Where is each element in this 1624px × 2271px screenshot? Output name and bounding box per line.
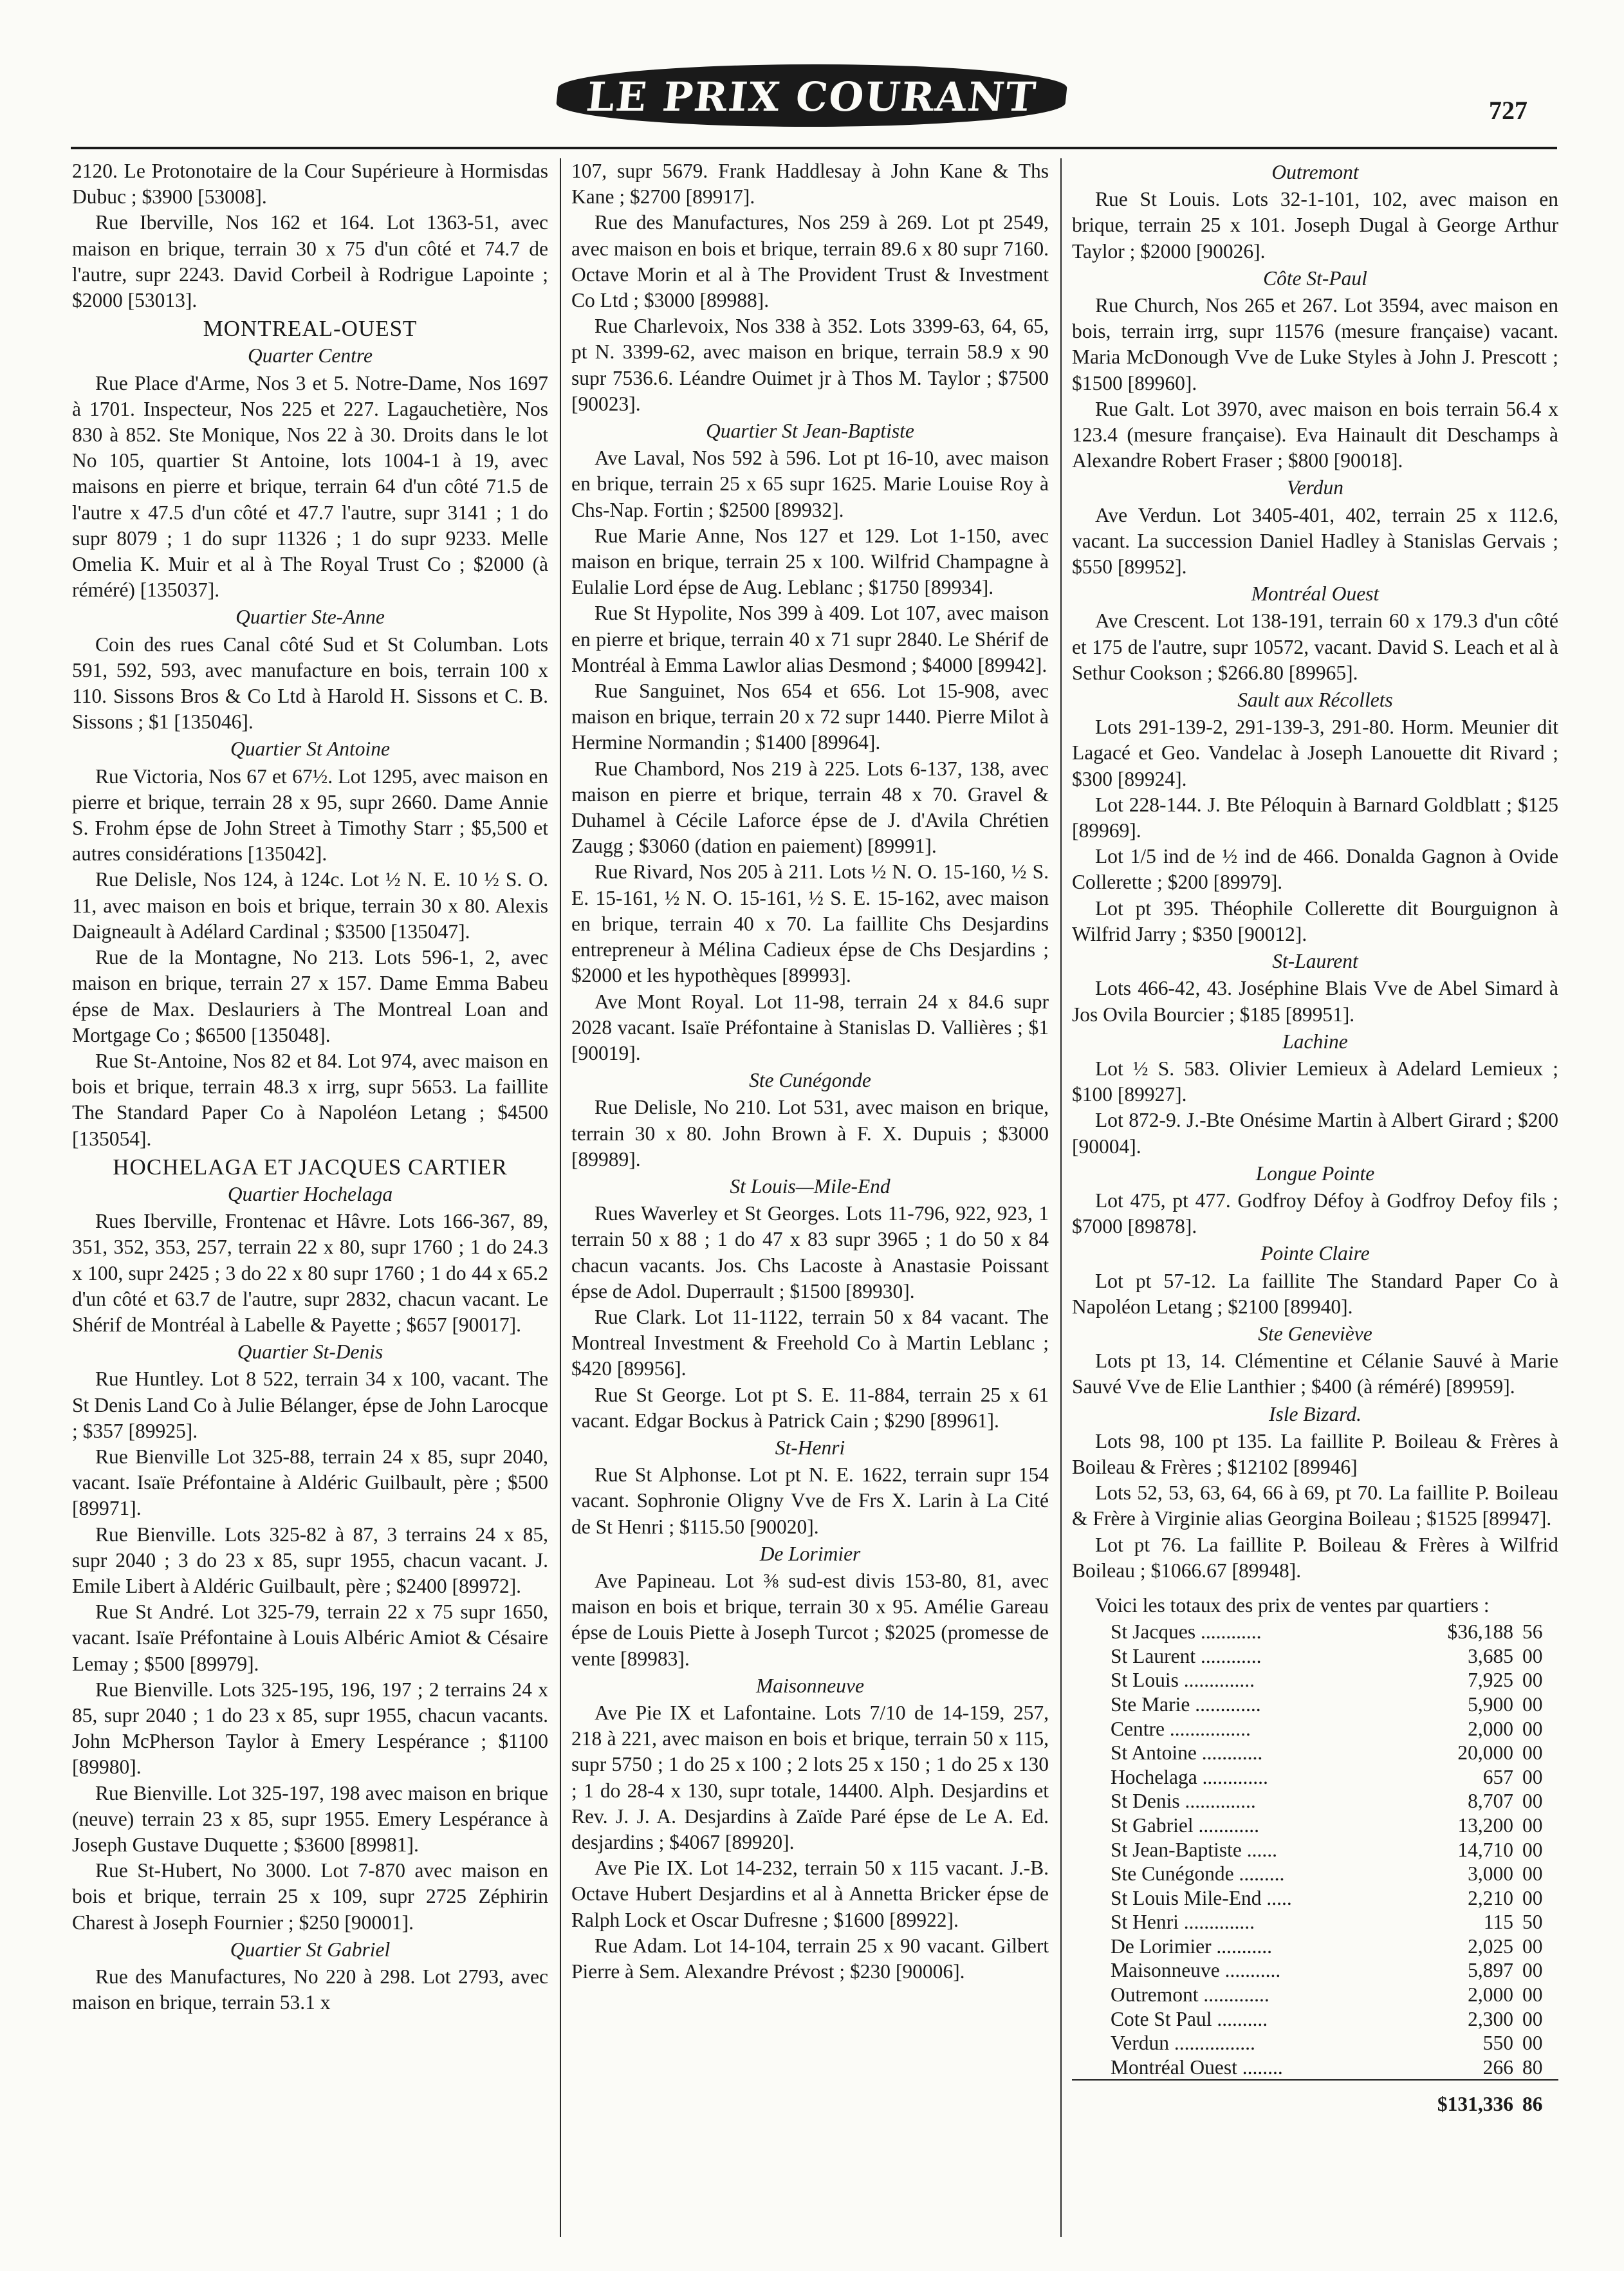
- totals-ward: Ste Marie .............: [1111, 1692, 1261, 1716]
- transaction-entry: Lot 228-144. J. Bte Péloquin à Barnard Goldblatt ; $125 [89969].: [1072, 793, 1558, 842]
- transaction-entry: Rue Delisle, Nos 124, à 124c. Lot ½ N. E. 10 ½ S. O. 11, avec maison en bois et brique, terrain 30 x 80. Alexis Daigneault à Adélard Cardinal ; $3500 [135047].: [72, 868, 548, 943]
- totals-ward: Montréal Ouest ........: [1111, 2055, 1283, 2079]
- totals-cents: 00: [1522, 1838, 1543, 1861]
- totals-row: [1072, 1692, 1558, 1717]
- totals-row: [1072, 1910, 1558, 1934]
- totals-ward: St Louis Mile-End .....: [1111, 1886, 1292, 1909]
- totals-dollars: 7,925: [1468, 1669, 1513, 1692]
- transaction-entry: Lot pt 76. La faillite P. Boileau & Frères à Wilfrid Boileau ; $1066.67 [89948].: [1072, 1533, 1558, 1582]
- totals-ward: Cote St Paul ..........: [1111, 2007, 1268, 2030]
- totals-ward: St Gabriel ............: [1111, 1813, 1259, 1837]
- totals-ward: St Henri ..............: [1111, 1911, 1255, 1934]
- page-number: 727: [1489, 96, 1527, 125]
- totals-dollars: 266: [1482, 2055, 1513, 2079]
- transaction-entry: Rue St George. Lot pt S. E. 11-884, terrain 25 x 61 vacant. Edgar Bockus à Patrick Cain ; $290 [89961].: [571, 1383, 1049, 1432]
- totals-ward: Hochelaga .............: [1111, 1765, 1268, 1788]
- transaction-entry: Rue de la Montagne, No 213. Lots 596-1, 2, avec maison en brique, terrain 27 x 157. Dame Emma Babeu épse de Max. Deslauriers à The Montreal Loan and Mortgage Co ; $6500 [135048].: [72, 946, 548, 1046]
- totals-rule: [1072, 2080, 1558, 2086]
- totals-dollars: 2,025: [1468, 1934, 1513, 1958]
- totals-dollars: 13,200: [1457, 1813, 1513, 1837]
- totals-ward: St Louis ..............: [1111, 1669, 1255, 1692]
- transaction-entry: Rue St Alphonse. Lot pt N. E. 1622, terrain supr 154 vacant. Sophronie Oligny Vve de Frs X. Larin à La Cité de St Henri ; $115.50 [90020].: [571, 1463, 1049, 1538]
- totals-ward: De Lorimier ...........: [1111, 1934, 1273, 1958]
- transaction-entry: 2120. Le Protonotaire de la Cour Supérieure à Hormisdas Dubuc ; $3900 [53008].: [72, 160, 548, 209]
- transaction-entry: Lot pt 57-12. La faillite The Standard Paper Co à Napoléon Letang ; $2100 [89940].: [1072, 1269, 1558, 1318]
- transaction-entry: Lots 52, 53, 63, 64, 66 à 69, pt 70. La faillite P. Boileau & Frère à Virginie alias Georgina Boileau ; $1525 [89947].: [1072, 1481, 1558, 1530]
- grand-total-row: [1072, 2086, 1558, 2117]
- column-3: [1072, 158, 1558, 2243]
- column-3-entries: [1072, 160, 1558, 1584]
- transaction-entry: Rue St Hypolite, Nos 399 à 409. Lot 107, avec maison en pierre et brique, terrain 40 x 71 supr 2840. Le Shérif de Montréal à Emma Lawlor alias Desmond ; $4000 [89942].: [571, 602, 1049, 676]
- totals-cents: 00: [1522, 1741, 1543, 1765]
- ward-heading: Lachine: [1282, 1030, 1348, 1053]
- ward-heading: Maisonneuve: [756, 1674, 864, 1697]
- ward-heading: Quartier St Gabriel: [230, 1938, 391, 1961]
- totals-row: [1072, 1789, 1558, 1813]
- totals-row: [1072, 1765, 1558, 1790]
- transaction-entry: Ave Laval, Nos 592 à 596. Lot pt 16-10, avec maison en brique, terrain 25 x 65 supr 1625. Marie Louise Roy à Chs-Nap. Fortin ; $2500 [89932].: [571, 447, 1049, 521]
- column-divider: [1060, 158, 1062, 2237]
- totals-cents: 80: [1522, 2055, 1543, 2079]
- transaction-entry: Rue Place d'Arme, Nos 3 et 5. Notre-Dame, Nos 1697 à 1701. Inspecteur, Nos 225 et 227. Lagauchetière, Nos 830 à 852. Ste Monique, Nos 22 à 30. Droits dans le lot No 105, quartier St Antoine, lots 1004-1 à 19, avec maisons en pierre et brique, terrain 64 d'un côté 71.5 de l'autre x 47.5 d'un côté et 47.7 l'autre, supr 3141 ; 1 do supr 8079 ; 1 do supr 11326 ; 1 do supr 9233. Melle Omelia K. Muir et al à The Royal Trust Co ; $2000 (à réméré) [135037].: [72, 371, 548, 602]
- totals-dollars: 3,000: [1468, 1862, 1513, 1886]
- ward-heading: Pointe Claire: [1260, 1242, 1370, 1265]
- ward-heading: Quarter Centre: [248, 344, 373, 367]
- transaction-entry: Lot pt 395. Théophile Collerette dit Bourguignon à Wilfrid Jarry ; $350 [90012].: [1072, 896, 1558, 945]
- totals-row: [1072, 1886, 1558, 1911]
- transaction-entry: Rues Waverley et St Georges. Lots 11-796, 922, 923, 1 terrain 50 x 88 ; 1 do 47 x 83 supr 3965 ; 1 do 50 x 84 chacun vacants. Jos. Chs Lacoste à Anastasie Poissant épse de Adol. Duperrault ; $1500 [89930].: [571, 1202, 1049, 1302]
- totals-dollars: 8,707: [1468, 1790, 1513, 1813]
- totals-ward: St Laurent ............: [1111, 1644, 1262, 1667]
- totals-cents: 00: [1522, 1692, 1543, 1716]
- ward-heading: Verdun: [1286, 476, 1344, 499]
- totals-ward: Outremont .............: [1111, 1983, 1269, 2007]
- totals-cents: 00: [1522, 1886, 1543, 1909]
- transaction-entry: Lot ½ S. 583. Olivier Lemieux à Adelard Lemieux ; $100 [89927].: [1072, 1057, 1558, 1106]
- totals-cents: 00: [1522, 2032, 1543, 2055]
- totals-dollars: 2,300: [1468, 2007, 1513, 2030]
- transaction-entry: Rue Iberville, Nos 162 et 164. Lot 1363-51, avec maison en brique, terrain 30 x 75 d'un côté et 74.7 de l'autre, supr 2243. David Corbeil à Rodrigue Lapointe ; $2000 [53013].: [72, 211, 548, 312]
- totals-cents: 00: [1522, 2007, 1543, 2030]
- grand-total-dollars: $131,336: [1437, 2093, 1513, 2116]
- totals-dollars: 657: [1482, 1765, 1513, 1788]
- transaction-entry: Rue Charlevoix, Nos 338 à 352. Lots 3399-63, 64, 65, pt N. 3399-62, avec maison en brique, terrain 58.9 x 90 supr 7536.6. Léandre Ouimet jr à Thos M. Taylor ; $7500 [90023].: [571, 315, 1049, 415]
- totals-ward: Maisonneuve ...........: [1111, 1959, 1281, 1982]
- district-heading: HOCHELAGA ET JACQUES CARTIER: [113, 1154, 508, 1180]
- ward-heading: Sault aux Récollets: [1237, 689, 1393, 712]
- totals-dollars: 550: [1482, 2032, 1513, 2055]
- totals-row: [1072, 2007, 1558, 2032]
- totals-dollars: 5,897: [1468, 1959, 1513, 1982]
- totals-ward: Ste Cunégonde .........: [1111, 1862, 1285, 1886]
- totals-intro: Voici les totaux des prix de ventes par quartiers :: [1095, 1593, 1490, 1617]
- ward-heading: St-Laurent: [1272, 950, 1358, 973]
- transaction-entry: Rue Delisle, No 210. Lot 531, avec maison en brique, terrain 30 x 80. John Brown à F. X. Dupuis ; $3000 [89989].: [571, 1096, 1049, 1171]
- transaction-entry: Ave Mont Royal. Lot 11-98, terrain 24 x 84.6 supr 2028 vacant. Isaïe Préfontaine à Stanislas D. Vallières ; $1 [90019].: [571, 990, 1049, 1064]
- totals-cents: 00: [1522, 1669, 1543, 1692]
- totals-cents: 56: [1522, 1620, 1543, 1644]
- transaction-entry: Lot 475, pt 477. Godfroy Défoy à Godfroy Defoy fils ; $7000 [89878].: [1072, 1189, 1558, 1238]
- ward-heading: Quartier St Jean-Baptiste: [706, 420, 914, 443]
- transaction-entry: Ave Pie IX et Lafontaine. Lots 7/10 de 14-159, 257, 218 à 221, avec maison en bois et brique, terrain 50 x 115, supr 5750 ; 1 do 25 x 100 ; 2 lots 25 x 150 ; 1 do 25 x 130 ; 1 do 28-4 x 130, supr totale, 14400. Alph. Desjardins et Rev. J. J. A. Desjardins à Zaïde Paré épse de Le A. Ed. desjardins ; $4067 [89920].: [571, 1701, 1049, 1853]
- totals-cents: 00: [1522, 1644, 1543, 1667]
- ward-heading: Quartier St Antoine: [230, 737, 390, 761]
- column-divider: [560, 158, 561, 2237]
- ward-heading: St-Henri: [775, 1436, 845, 1459]
- ward-heading: St Louis—Mile-End: [730, 1174, 890, 1198]
- transaction-entry: Rue Chambord, Nos 219 à 225. Lots 6-137, 138, avec maison en pierre et brique, terrain 48 x 70. Gravel & Duhamel à Cécile Laforce épse de J. d'Avila Chrétien Zaugg ; $3060 (dation en paiement) [89991].: [571, 757, 1049, 858]
- totals-dollars: $36,188: [1447, 1620, 1513, 1644]
- totals-row: [1072, 1983, 1558, 2007]
- totals-ward: St Jean-Baptiste ......: [1111, 1838, 1277, 1861]
- ward-heading: Quartier St-Denis: [237, 1340, 383, 1364]
- totals-row: [1072, 2055, 1558, 2081]
- totals-cents: 00: [1522, 1765, 1543, 1788]
- totals-table: [1072, 1620, 1558, 2117]
- grand-total-cents: 86: [1522, 2093, 1543, 2116]
- transaction-entry: Lot 1/5 ind de ½ ind de 466. Donalda Gagnon à Ovide Collerette ; $200 [89979].: [1072, 845, 1558, 894]
- transaction-entry: Rue Marie Anne, Nos 127 et 129. Lot 1-150, avec maison en brique, terrain 25 x 100. Wilfrid Champagne à Eulalie Lord épse de Aug. Leblanc ; $1750 [89934].: [571, 524, 1049, 599]
- ward-heading: De Lorimier: [759, 1542, 861, 1565]
- transaction-entry: Rue Bienville. Lots 325-195, 196, 197 ; 2 terrains 24 x 85, supr 2040 ; 1 do 23 x 85, supr 1955, chacun vacants. John McPherson Taylor à Emery Lespérance ; $1100 [89980].: [72, 1678, 548, 1779]
- ward-heading: Ste Geneviève: [1258, 1322, 1372, 1345]
- totals-row: [1072, 1620, 1558, 1644]
- column-1: [72, 158, 548, 2243]
- totals-row: [1072, 1644, 1558, 1669]
- transaction-entry: Lots pt 13, 14. Clémentine et Célanie Sauvé à Marie Sauvé Vve de Elie Lanthier ; $400 (à réméré) [89959].: [1072, 1349, 1558, 1398]
- transaction-entry: Rue Sanguinet, Nos 654 et 656. Lot 15-908, avec maison en brique, terrain 20 x 72 supr 1440. Pierre Milot à Hermine Normandin ; $1400 [89964].: [571, 680, 1049, 754]
- totals-dollars: 5,900: [1468, 1692, 1513, 1716]
- header-rule: [71, 147, 1557, 149]
- transaction-entry: Rue Bienville Lot 325-88, terrain 24 x 85, supr 2040, vacant. Isaïe Préfontaine à Aldéric Guilbault, père ; $500 [89971].: [72, 1445, 548, 1520]
- totals-ward: St Jacques ............: [1111, 1620, 1262, 1644]
- totals-row: [1072, 1958, 1558, 1983]
- masthead-logo: LE PRIX COURANT: [554, 64, 1069, 127]
- transaction-entry: Rue Bienville. Lot 325-197, 198 avec maison en brique (neuve) terrain 23 x 85, supr 1955. Emery Lespérance à Joseph Gustave Duquette ; $3600 [89981].: [72, 1781, 548, 1856]
- masthead: [0, 64, 1624, 127]
- transaction-entry: Rue des Manufactures, No 220 à 298. Lot 2793, avec maison en brique, terrain 53.1 x: [72, 1965, 548, 2014]
- totals-dollars: 20,000: [1457, 1741, 1513, 1765]
- transaction-entry: Rue Adam. Lot 14-104, terrain 25 x 90 vacant. Gilbert Pierre à Sem. Alexandre Prévost ; $230 [90006].: [571, 1934, 1049, 1983]
- rule-cell: [1404, 2080, 1522, 2086]
- totals-row: [1072, 1741, 1558, 1765]
- totals-row: [1072, 1668, 1558, 1692]
- transaction-entry: Rue St-Antoine, Nos 82 et 84. Lot 974, avec maison en bois et brique, terrain 48.3 x irrg, supr 5653. La faillite The Standard Paper Co à Napoléon Letang ; $4500 [135054].: [72, 1049, 548, 1150]
- totals-cents: 50: [1522, 1911, 1543, 1934]
- transaction-entry: Rue Clark. Lot 11-1122, terrain 50 x 84 vacant. The Montreal Investment & Freehold Co à Martin Leblanc ; $420 [89956].: [571, 1305, 1049, 1380]
- transaction-entry: Lots 98, 100 pt 135. La faillite P. Boileau & Frères à Boileau & Frères ; $12102 [89946]: [1072, 1429, 1558, 1478]
- transaction-entry: Rue Victoria, Nos 67 et 67½. Lot 1295, avec maison en pierre et brique, terrain 28 x 95, supr 2660. Dame Annie S. Frohm épse de John Street à Timothy Starr ; $5,500 et autres considérations [135042].: [72, 765, 548, 866]
- transaction-entry: Ave Crescent. Lot 138-191, terrain 60 x 179.3 d'un côté et 175 de l'autre, supr 10572, vacant. David S. Leach et al à Sethur Cookson ; $266.80 [89965].: [1072, 609, 1558, 684]
- ward-heading: Outremont: [1271, 161, 1359, 183]
- ward-heading: Quartier Hochelaga: [227, 1182, 393, 1205]
- transaction-entry: Lots 291-139-2, 291-139-3, 291-80. Horm. Meunier dit Lagacé et Geo. Vandelac à Joseph Lanouette dit Rivard ; $300 [89924].: [1072, 716, 1558, 790]
- transaction-entry: Coin des rues Canal côté Sud et St Columban. Lots 591, 592, 593, avec manufacture en bois, terrain 100 x 110. Sissons Bros & Co Ltd à Harold H. Sissons et C. B. Sissons ; $1 [135046].: [72, 633, 548, 734]
- district-heading: MONTREAL-OUEST: [203, 316, 418, 342]
- totals-dollars: 14,710: [1457, 1838, 1513, 1861]
- totals-ward: St Antoine ............: [1111, 1741, 1263, 1765]
- transaction-entry: Rue St Louis. Lots 32-1-101, 102, avec maison en brique, terrain 25 x 101. Joseph Dugal à George Arthur Taylor ; $2000 [90026].: [1072, 188, 1558, 263]
- ward-heading: Côte St-Paul: [1263, 266, 1367, 290]
- transaction-entry: Ave Verdun. Lot 3405-401, 402, terrain 25 x 112.6, vacant. La succession Daniel Hadley à Stanislas Gervais ; $550 [89952].: [1072, 503, 1558, 579]
- transaction-entry: Rue Rivard, Nos 205 à 211. Lots ½ N. O. 15-160, ½ S. E. 15-161, ½ N. O. 15-161, ½ S. E. 15-162, avec maison en brique, terrain 40 x 70. La faillite Chs Desjardins entrepreneur à Mélina Cadieux épse de Chs Desjardins ; $2000 et les hypothèques [89993].: [571, 860, 1049, 987]
- totals-dollars: 3,685: [1468, 1644, 1513, 1667]
- transaction-entry: Rue Huntley. Lot 8 522, terrain 34 x 100, vacant. The St Denis Land Co à Julie Bélanger, épse de John Larocque ; $357 [89925].: [72, 1367, 548, 1442]
- transaction-entry: Lots 466-42, 43. Joséphine Blais Vve de Abel Simard à Jos Ovila Bourcier ; $185 [89951].: [1072, 977, 1558, 1026]
- totals-dollars: 2,210: [1468, 1886, 1513, 1909]
- totals-cents: 00: [1522, 1790, 1543, 1813]
- ward-heading: Longue Pointe: [1255, 1162, 1375, 1185]
- totals-ward: Verdun ................: [1111, 2032, 1255, 2055]
- totals-cents: 00: [1522, 1813, 1543, 1837]
- transaction-entry: Rue Church, Nos 265 et 267. Lot 3594, avec maison en bois, terrain irrg, supr 11576 (mesure française) vacant. Maria McDonough Vve de Luke Styles à John J. Prescott ; $1500 [89960].: [1072, 294, 1558, 394]
- totals-dollars: 2,000: [1468, 1983, 1513, 2007]
- transaction-entry: Ave Papineau. Lot ⅜ sud-est divis 153-80, 81, avec maison en bois et brique, terrain 30 x 95. Amélie Gareau épse de Louis Piette à Joseph Turcot ; $2025 (promesse de vente [89983].: [571, 1569, 1049, 1670]
- ward-heading: Montréal Ouest: [1251, 582, 1379, 606]
- transaction-entry: Rues Iberville, Frontenac et Hâvre. Lots 166-367, 89, 351, 352, 353, 257, terrain 22 x 80, supr 1760 ; 1 do 24.3 x 100, supr 2425 ; 3 do 22 x 80 supr 1760 ; 1 do 44 x 65.2 d'un côté et 63.7 de l'autre, supr 2832, chacun vacant. Le Shérif de Montréal à Labelle & Payette ; $657 [90017].: [72, 1210, 548, 1336]
- totals-row: [1072, 1717, 1558, 1741]
- transaction-entry: Rue des Manufactures, Nos 259 à 269. Lot pt 2549, avec maison en bois et brique, terrain 89.6 x 80 supr 7160. Octave Morin et al à The Provident Trust & Investment Co Ltd ; $3000 [89988].: [571, 211, 1049, 312]
- column-2: [571, 158, 1049, 2243]
- transaction-entry: Ave Pie IX. Lot 14-232, terrain 50 x 115 vacant. J.-B. Octave Hubert Desjardins et al à Annetta Bricker épse de Ralph Lock et Oscar Dufresne ; $1600 [89922].: [571, 1857, 1049, 1931]
- ward-heading: Ste Cunégonde: [749, 1069, 871, 1092]
- totals-ward: Centre ................: [1111, 1717, 1251, 1740]
- totals-cents: 00: [1522, 1934, 1543, 1958]
- totals-row: [1072, 1934, 1558, 1959]
- totals-cents: 00: [1522, 1959, 1543, 1982]
- totals-row: [1072, 1838, 1558, 1862]
- transaction-entry: Rue Galt. Lot 3970, avec maison en bois terrain 56.4 x 123.4 (mesure française). Eva Hainault dit Deschamps à Alexandre Robert Fraser ; $800 [90018].: [1072, 397, 1558, 472]
- transaction-entry: Rue St André. Lot 325-79, terrain 22 x 75 supr 1650, vacant. Isaïe Préfontaine à Louis Albéric Amiot & Césaire Lemay ; $500 [89979].: [72, 1600, 548, 1675]
- transaction-entry: Lot 872-9. J.-Bte Onésime Martin à Albert Girard ; $200 [90004].: [1072, 1109, 1558, 1158]
- transaction-entry: Rue Bienville. Lots 325-82 à 87, 3 terrains 24 x 85, supr 2040 ; 3 do 23 x 85, supr 1955, chacun vacant. J. Emile Libert à Aldéric Guilbault, père ; $2400 [89972].: [72, 1523, 548, 1597]
- totals-cents: 00: [1522, 1862, 1543, 1886]
- totals-row: [1072, 2031, 1558, 2055]
- ward-heading: Isle Bizard.: [1268, 1402, 1362, 1425]
- transaction-entry: 107, supr 5679. Frank Haddlesay à John Kane & Ths Kane ; $2700 [89917].: [571, 160, 1049, 209]
- transaction-entry: Rue St-Hubert, No 3000. Lot 7-870 avec maison en bois et brique, terrain 25 x 109, supr 2725 Zéphirin Charest à Joseph Fournier ; $250 [90001].: [72, 1859, 548, 1934]
- totals-dollars: 2,000: [1468, 1717, 1513, 1740]
- totals-cents: 00: [1522, 1717, 1543, 1740]
- totals-row: [1072, 1813, 1558, 1838]
- ward-heading: Quartier Ste-Anne: [235, 606, 385, 629]
- totals-row: [1072, 1862, 1558, 1886]
- totals-cents: 00: [1522, 1983, 1543, 2007]
- totals-ward: St Denis ..............: [1111, 1790, 1256, 1813]
- totals-dollars: 115: [1483, 1911, 1513, 1934]
